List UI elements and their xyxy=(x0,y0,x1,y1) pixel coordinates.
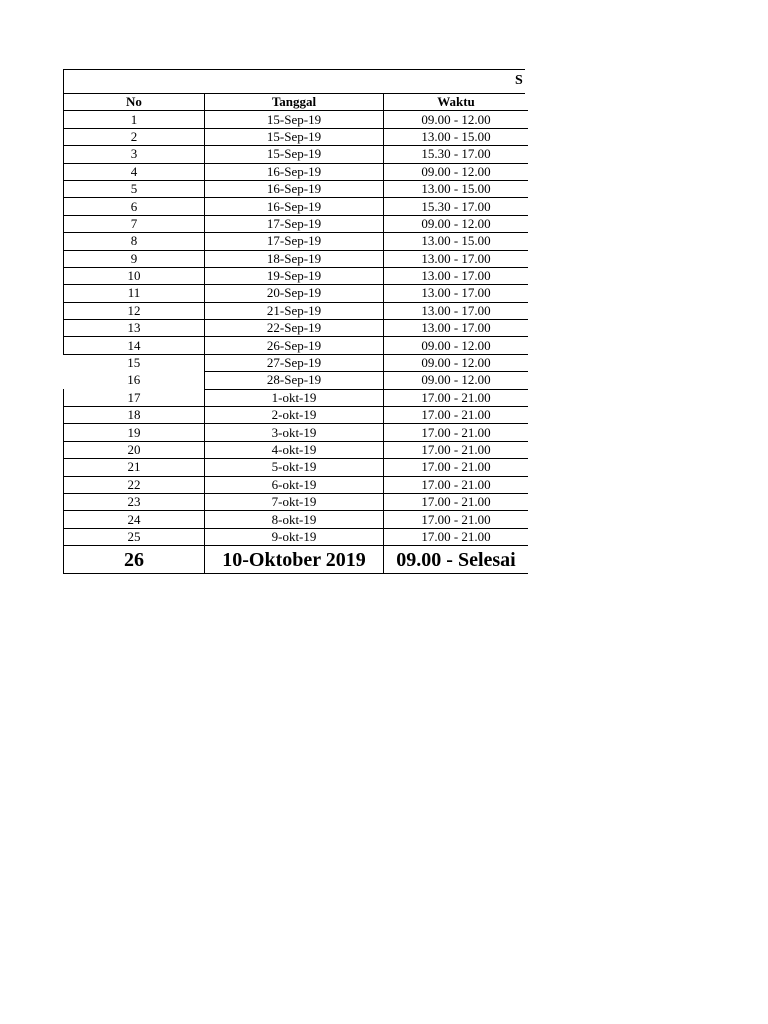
sheet-title: S xyxy=(515,73,523,88)
cell-tanggal: 6-okt-19 xyxy=(205,476,384,493)
table-row xyxy=(64,233,529,250)
cell-no: 21 xyxy=(64,459,205,476)
cell-tanggal: 9-okt-19 xyxy=(205,528,384,545)
cell-waktu: 09.00 - 12.00 xyxy=(384,337,529,354)
cell-tanggal: 20-Sep-19 xyxy=(205,285,384,302)
cell-no: 18 xyxy=(64,407,205,424)
cell-no: 16 xyxy=(127,372,141,388)
cell-waktu: 13.00 - 17.00 xyxy=(384,285,529,302)
header-waktu: Waktu xyxy=(384,94,529,111)
table-row xyxy=(64,302,529,319)
table-row xyxy=(64,441,529,458)
table-row xyxy=(64,285,529,302)
cell-no: 15 xyxy=(127,355,141,371)
cell-tanggal: 2-okt-19 xyxy=(205,407,384,424)
cell-waktu: 17.00 - 21.00 xyxy=(384,389,529,406)
table-row xyxy=(64,476,529,493)
cell-no: 6 xyxy=(64,198,205,215)
cell-waktu: 09.00 - 12.00 xyxy=(384,354,529,371)
cell-tanggal: 15-Sep-19 xyxy=(205,146,384,163)
cell-no: 7 xyxy=(64,215,205,232)
header-no: No xyxy=(64,94,205,111)
cell-waktu: 17.00 - 21.00 xyxy=(384,407,529,424)
cell-tanggal: 5-okt-19 xyxy=(205,459,384,476)
cell-waktu: 17.00 - 21.00 xyxy=(384,459,529,476)
cell-tanggal: 15-Sep-19 xyxy=(205,111,384,128)
cell-no: 1 xyxy=(64,111,205,128)
cell-waktu: 09.00 - 12.00 xyxy=(384,215,529,232)
cell-waktu: 13.00 - 15.00 xyxy=(384,180,529,197)
cell-waktu: 15.30 - 17.00 xyxy=(384,146,529,163)
cell-no: 14 xyxy=(64,337,205,354)
cell-waktu: 13.00 - 17.00 xyxy=(384,320,529,337)
final-row xyxy=(64,546,529,574)
cell-no: 11 xyxy=(64,285,205,302)
cell-no: 22 xyxy=(64,476,205,493)
cell-waktu: 17.00 - 21.00 xyxy=(384,528,529,545)
cell-tanggal: 22-Sep-19 xyxy=(205,320,384,337)
schedule-table xyxy=(63,94,528,574)
cell-tanggal: 27-Sep-19 xyxy=(205,354,384,371)
cell-no: 3 xyxy=(64,146,205,163)
cell-no: 26 xyxy=(64,546,205,574)
header-row xyxy=(64,94,529,111)
table-row xyxy=(64,424,529,441)
cell-no: 9 xyxy=(64,250,205,267)
cell-waktu: 17.00 - 21.00 xyxy=(384,511,529,528)
cell-tanggal: 4-okt-19 xyxy=(205,441,384,458)
cell-tanggal: 19-Sep-19 xyxy=(205,267,384,284)
cell-no: 25 xyxy=(64,528,205,545)
cell-tanggal: 16-Sep-19 xyxy=(205,198,384,215)
cell-waktu: 13.00 - 17.00 xyxy=(384,302,529,319)
cell-no: 17 xyxy=(64,389,205,406)
cell-tanggal: 8-okt-19 xyxy=(205,511,384,528)
schedule-sheet xyxy=(63,69,525,574)
cell-no: 24 xyxy=(64,511,205,528)
table-row xyxy=(64,128,529,145)
cell-waktu: 13.00 - 17.00 xyxy=(384,267,529,284)
header-tanggal: Tanggal xyxy=(205,94,384,111)
cell-no: 23 xyxy=(64,493,205,510)
cell-tanggal: 21-Sep-19 xyxy=(205,302,384,319)
table-row xyxy=(64,372,529,389)
cell-no: 8 xyxy=(64,233,205,250)
title-row xyxy=(63,69,525,94)
table-row xyxy=(64,528,529,545)
cell-no: 10 xyxy=(64,267,205,284)
cell-waktu: 09.00 - 12.00 xyxy=(384,163,529,180)
cell-tanggal: 15-Sep-19 xyxy=(205,128,384,145)
cell-waktu: 13.00 - 15.00 xyxy=(384,128,529,145)
table-row xyxy=(64,337,529,354)
table-row xyxy=(64,250,529,267)
cell-tanggal: 3-okt-19 xyxy=(205,424,384,441)
cell-waktu: 09.00 - Selesai xyxy=(384,546,529,574)
table-row xyxy=(64,267,529,284)
table-row xyxy=(64,198,529,215)
table-row xyxy=(64,354,529,371)
cell-waktu: 17.00 - 21.00 xyxy=(384,476,529,493)
cell-tanggal: 17-Sep-19 xyxy=(205,233,384,250)
cell-tanggal: 10-Oktober 2019 xyxy=(205,546,384,574)
cell-tanggal: 26-Sep-19 xyxy=(205,337,384,354)
cell-no: 19 xyxy=(64,424,205,441)
table-row xyxy=(64,389,529,406)
cell-no: 4 xyxy=(64,163,205,180)
table-row xyxy=(64,511,529,528)
cell-tanggal: 18-Sep-19 xyxy=(205,250,384,267)
cell-tanggal: 7-okt-19 xyxy=(205,493,384,510)
table-row xyxy=(64,215,529,232)
table-row xyxy=(64,320,529,337)
cell-waktu: 15.30 - 17.00 xyxy=(384,198,529,215)
table-row xyxy=(64,493,529,510)
table-row xyxy=(64,180,529,197)
cell-tanggal: 1-okt-19 xyxy=(205,389,384,406)
table-body xyxy=(64,111,529,574)
cell-tanggal: 16-Sep-19 xyxy=(205,180,384,197)
table-row xyxy=(64,111,529,128)
table-row xyxy=(64,407,529,424)
table-row xyxy=(64,163,529,180)
cell-tanggal: 28-Sep-19 xyxy=(205,372,384,389)
cell-waktu: 17.00 - 21.00 xyxy=(384,424,529,441)
cell-no: 13 xyxy=(64,320,205,337)
cell-no: 5 xyxy=(64,180,205,197)
cell-waktu: 17.00 - 21.00 xyxy=(384,441,529,458)
cell-tanggal: 17-Sep-19 xyxy=(205,215,384,232)
table-row xyxy=(64,459,529,476)
cell-no: 12 xyxy=(64,302,205,319)
cell-waktu: 13.00 - 15.00 xyxy=(384,233,529,250)
cell-waktu: 09.00 - 12.00 xyxy=(384,372,529,389)
cell-no: 2 xyxy=(64,128,205,145)
cell-waktu: 17.00 - 21.00 xyxy=(384,493,529,510)
table-row xyxy=(64,146,529,163)
cell-waktu: 13.00 - 17.00 xyxy=(384,250,529,267)
cell-waktu: 09.00 - 12.00 xyxy=(384,111,529,128)
cell-tanggal: 16-Sep-19 xyxy=(205,163,384,180)
cell-no: 20 xyxy=(64,441,205,458)
